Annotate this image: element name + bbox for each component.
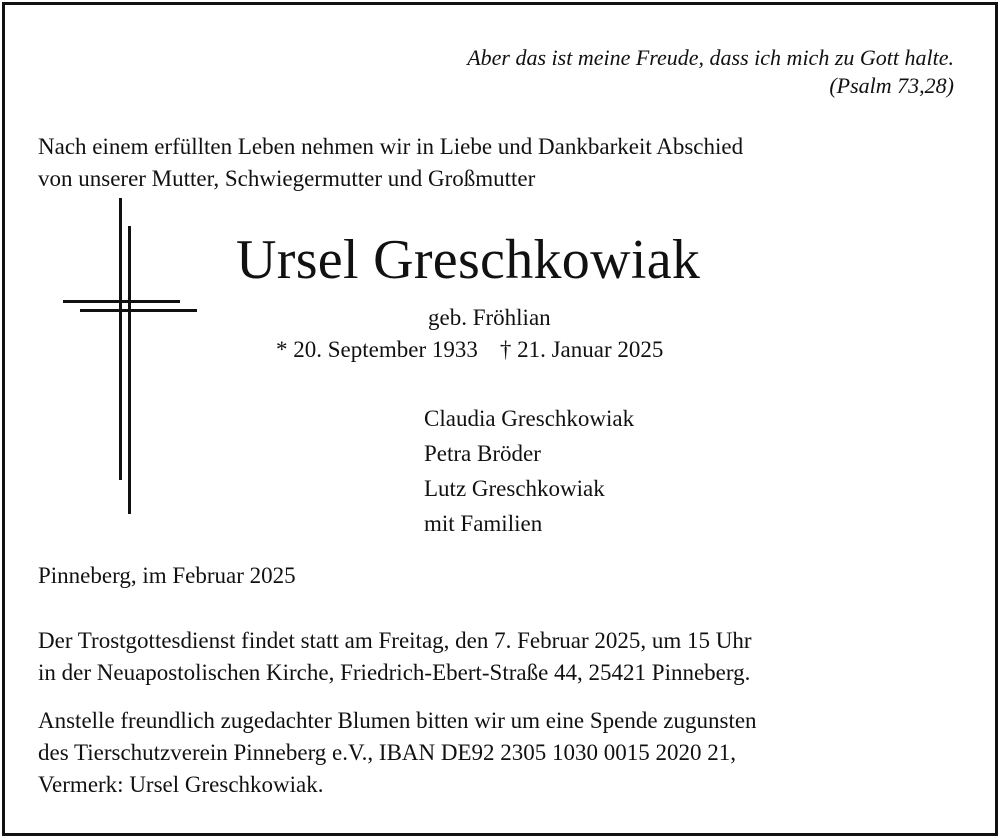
birth-date: * 20. September 1933	[276, 337, 478, 362]
double-line-cross-icon	[60, 198, 200, 514]
quote-text: Aber das ist meine Freude, dass ich mich zu Gott halte.	[467, 45, 954, 70]
quote-reference: (Psalm 73,28)	[829, 73, 954, 98]
intro-text	[38, 131, 743, 195]
deceased-name: Ursel Greschkowiak	[236, 229, 701, 291]
donation-line-1: Anstelle freundlich zugedachter Blumen bitten wir um eine Spende zugunsten	[38, 708, 757, 733]
service-line-1: Der Trostgottesdienst findet statt am Freitag, den 7. Februar 2025, um 15 Uhr	[38, 628, 752, 653]
place-date: Pinneberg, im Februar 2025	[38, 563, 296, 588]
mourner-item: Claudia Greschkowiak	[424, 406, 635, 431]
donation-info	[38, 705, 757, 801]
donation-line-2: des Tierschutzverein Pinneberg e.V., IBAN DE92 2305 1030 0015 2020 21,	[38, 740, 737, 765]
mourner-item: Lutz Greschkowiak	[424, 476, 605, 501]
service-info	[38, 625, 752, 689]
bible-quote	[467, 44, 954, 100]
mourners-list	[424, 401, 634, 541]
intro-line-2: von unserer Mutter, Schwiegermutter und Großmutter	[38, 166, 536, 191]
service-line-2: in der Neuapostolischen Kirche, Friedrich-Ebert-Straße 44, 25421 Pinneberg.	[38, 660, 751, 685]
donation-line-3: Vermerk: Ursel Greschkowiak.	[38, 772, 324, 797]
mourner-item: Petra Bröder	[424, 441, 541, 466]
birth-name: geb. Fröhlian	[428, 305, 551, 330]
intro-line-1: Nach einem erfüllten Leben nehmen wir in Liebe und Dankbarkeit Abschied	[38, 134, 744, 159]
life-dates	[276, 337, 663, 363]
mourner-item: mit Familien	[424, 511, 543, 536]
death-date: † 21. Januar 2025	[499, 337, 664, 362]
